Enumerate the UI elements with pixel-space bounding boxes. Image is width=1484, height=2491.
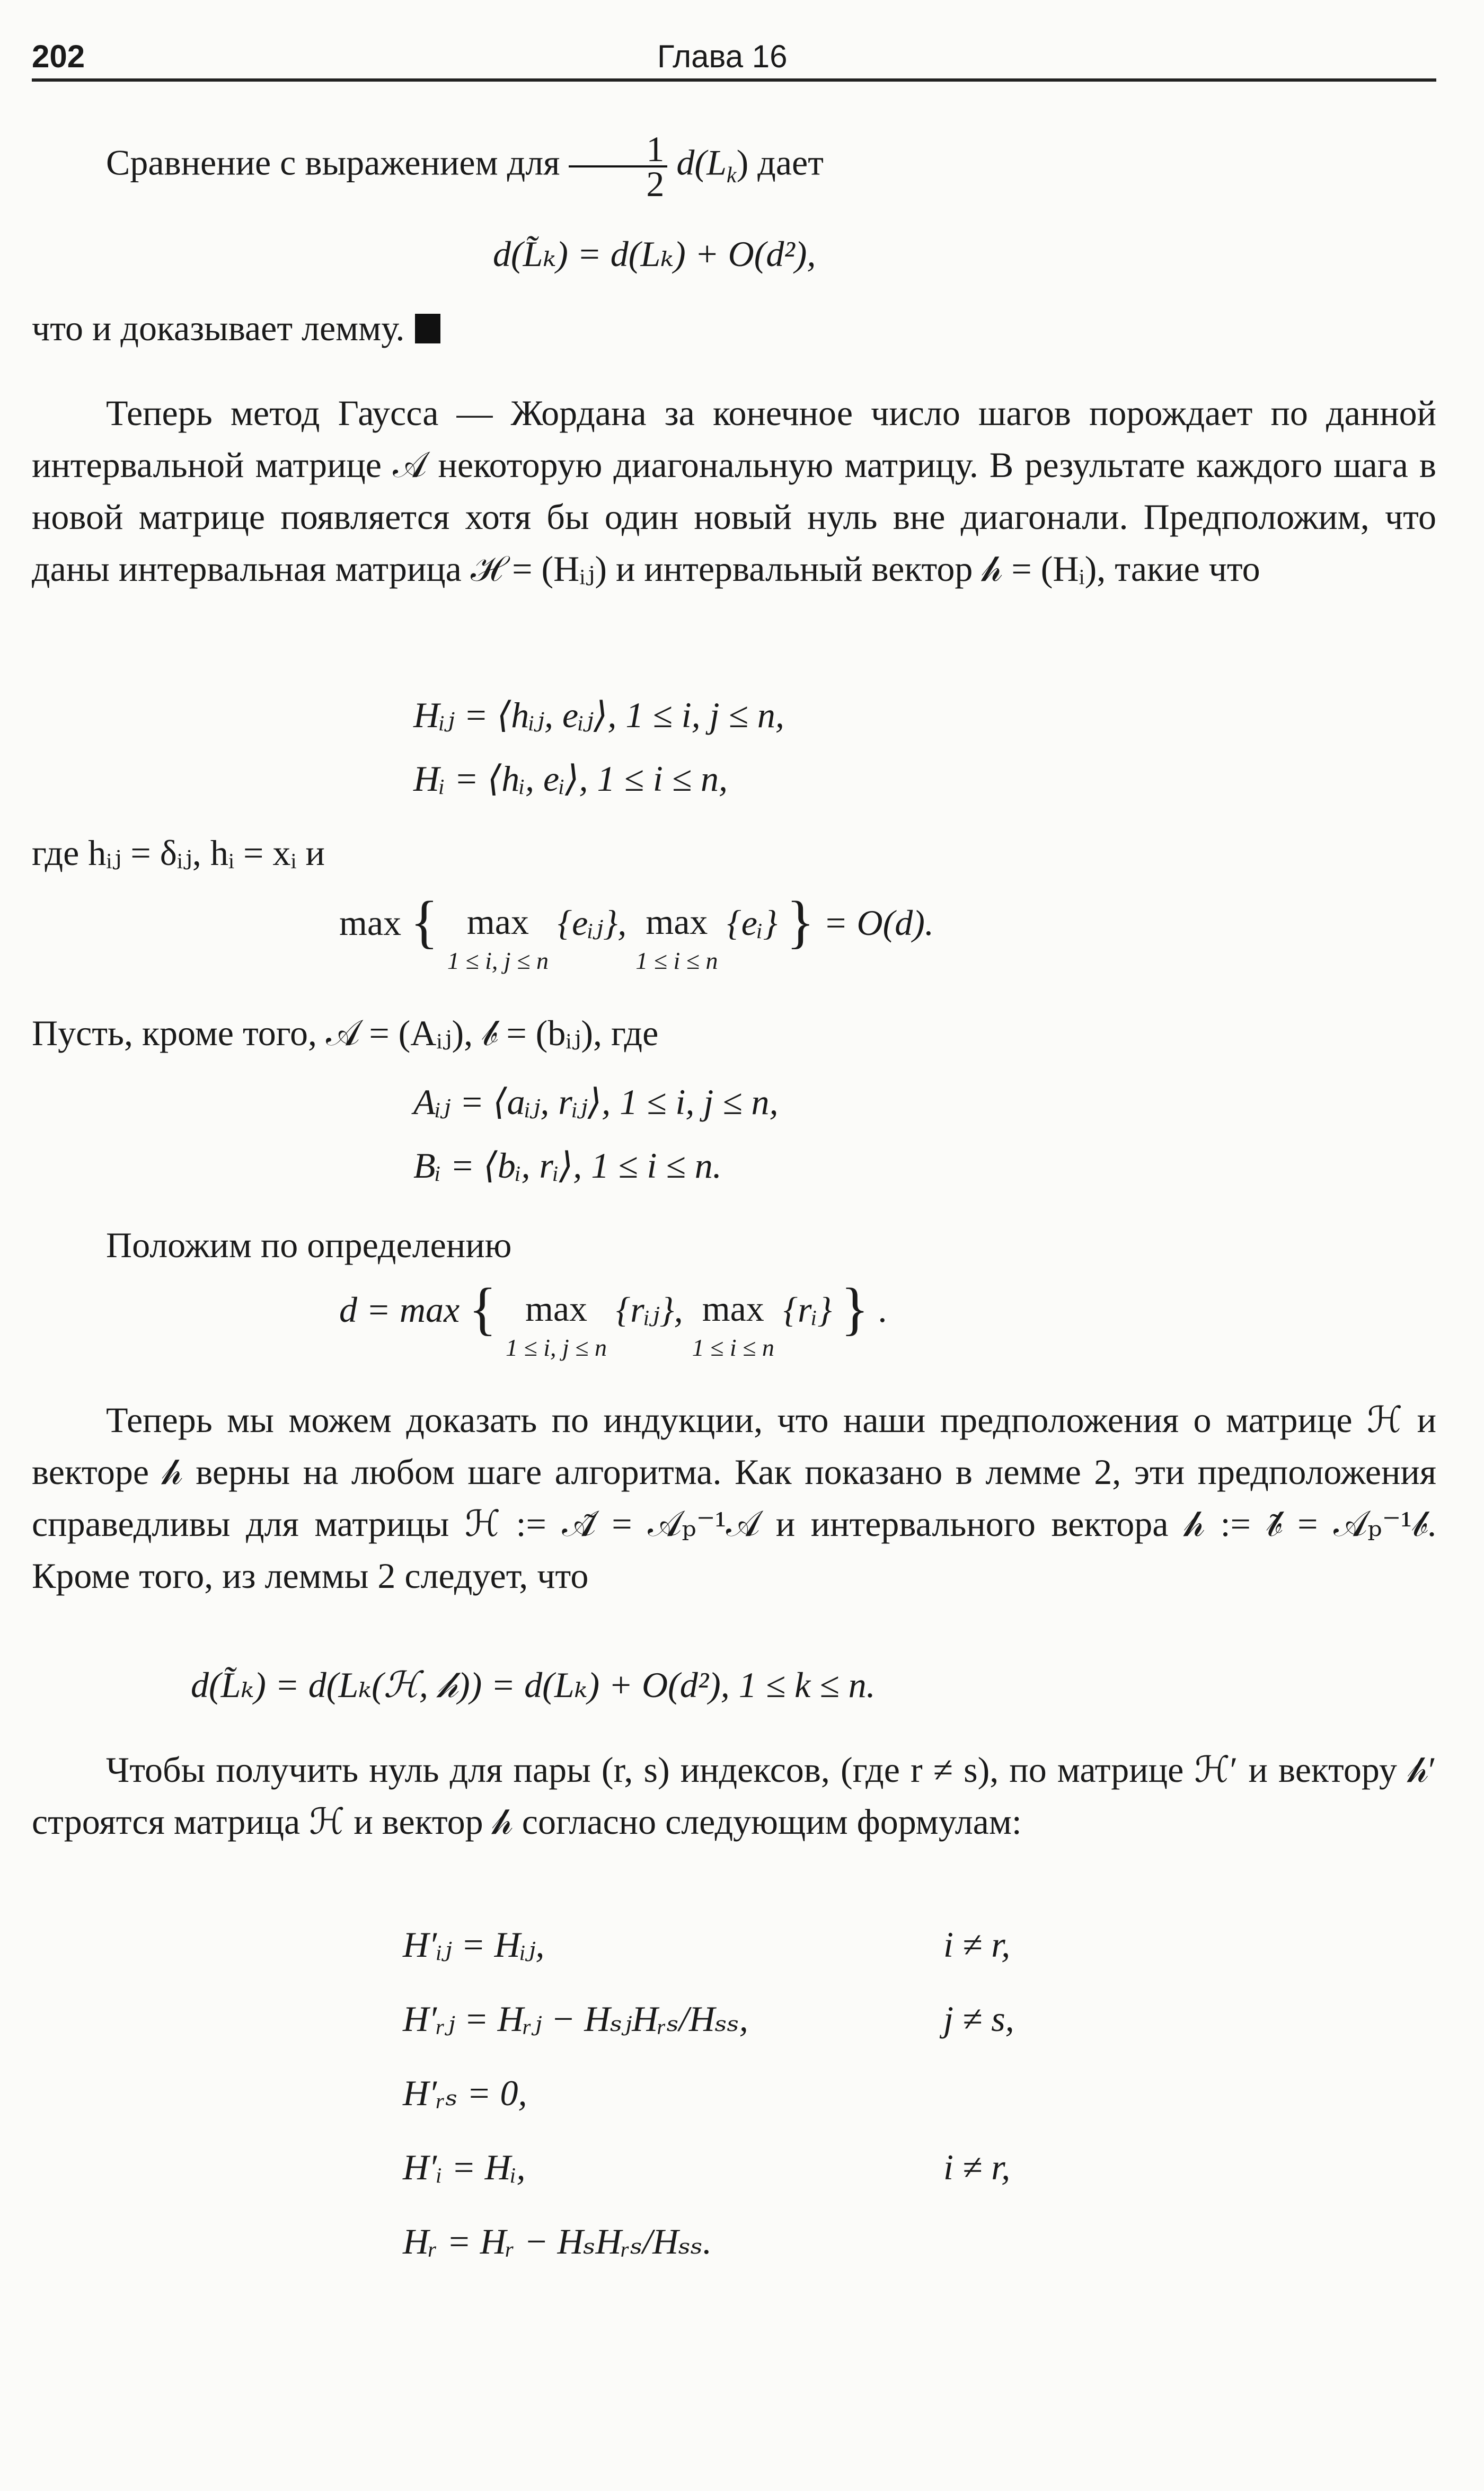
text-proves-lemma: что и доказывает лемму. [32,308,405,348]
eq7-rij: {rᵢⱼ}, [616,1289,683,1330]
text-comparison: Сравнение с выражением для [106,142,560,183]
eq7-end: . [878,1289,887,1330]
eq4-eij: {eᵢⱼ}, [557,903,627,943]
equation-5: Aᵢⱼ = ⟨aᵢⱼ, rᵢⱼ⟩, 1 ≤ i, j ≤ n, [413,1082,779,1122]
formula-1-right: i ≠ r, [943,1924,1011,1965]
paragraph-define: Положим по определению [106,1225,512,1265]
formula-4-right: i ≠ r, [943,2147,1011,2187]
expr-d-lk: d(L [676,142,727,183]
eq4-ei: {eᵢ} [727,903,778,943]
fraction-numerator: 1 [569,132,667,167]
eq4-max-i-label: max [646,902,708,942]
eq7-max-i [692,1283,774,1361]
eq4-max: max [339,903,402,943]
eq7-max-ij-label: max [525,1288,588,1329]
eq7-max-i-limits: 1 ≤ i ≤ n [692,1334,774,1361]
equation-2: Hᵢⱼ = ⟨hᵢⱼ, eᵢⱼ⟩, 1 ≤ i, j ≤ n, [413,695,784,735]
equation-4 [339,889,934,974]
formula-3-left: H′ᵣₛ = 0, [403,2073,527,2113]
qed-square-icon [415,314,440,343]
right-brace: } [841,1276,869,1341]
formula-4-left: H′ᵢ = Hᵢ, [403,2147,526,2187]
eq7-d-max: d = max [339,1289,460,1330]
equation-7 [339,1276,887,1361]
eq7-max-i-label: max [702,1288,764,1329]
paragraph-where: где hᵢⱼ = δᵢⱼ, hᵢ = xᵢ и [32,833,325,873]
eq7-max-ij-limits: 1 ≤ i, j ≤ n [506,1334,607,1361]
eq4-max-i [635,896,718,974]
eq4-end: = O(d). [823,903,934,943]
paragraph-let: Пусть, кроме того, 𝒜 = (Aᵢⱼ), 𝒷 = (bᵢⱼ), где [32,1013,659,1053]
page-header [32,21,1436,74]
formula-1-left: H′ᵢⱼ = Hᵢⱼ, [403,1924,545,1965]
equation-3: Hᵢ = ⟨hᵢ, eᵢ⟩, 1 ≤ i ≤ n, [413,758,728,799]
fraction-one-half [569,129,667,204]
page-number: 202 [32,39,85,74]
paragraph-proves-lemma [32,302,1436,354]
formula-2-right: j ≠ s, [943,1999,1014,2039]
text-gives: ) дает [736,142,824,183]
eq4-max-ij-limits: 1 ≤ i, j ≤ n [447,947,549,974]
equation-6: Bᵢ = ⟨bᵢ, rᵢ⟩, 1 ≤ i ≤ n. [413,1145,722,1186]
equation-8: d(L̃ₖ) = d(Lₖ(ℋ, 𝒽)) = d(Lₖ) + O(d²), 1 ≤ k ≤ n. [191,1665,876,1705]
expr-subscript: k [726,163,737,188]
header-rule [32,78,1436,82]
paragraph-comparison [32,129,1436,204]
paragraph-induction: Теперь мы можем доказать по индукции, что наши предположения о матрице ℋ и векторе 𝒽 верны на любом шаге алгоритма. Как показано в лемме 2, эти предположения справедливы для матрицы ℋ := 𝒜̃ = 𝒜ₚ⁻¹𝒜 и интервального вектора 𝒽 := 𝒷̃ = 𝒜ₚ⁻¹𝒷. Кроме того, из леммы 2 следует, что [32,1400,1436,1596]
eq4-max-i-limits: 1 ≤ i ≤ n [635,947,718,974]
eq4-max-ij [447,896,549,974]
formula-2-left: H′ᵣⱼ = Hᵣⱼ − HₛⱼHᵣₛ/Hₛₛ, [403,1999,748,2039]
eq7-max-ij [506,1283,607,1361]
left-brace: { [410,889,438,954]
formula-5-left: Hᵣ = Hᵣ − HₛHᵣₛ/Hₛₛ. [403,2221,712,2262]
chapter-title: Глава 16 [657,39,788,74]
right-brace: } [786,889,815,954]
fraction-denominator: 2 [646,164,665,204]
left-brace: { [469,1276,497,1341]
eq7-ri: {rᵢ} [783,1289,832,1330]
paragraph-gauss-jordan: Теперь метод Гаусса — Жордана за конечное число шагов порождает по данной интервальной матрице 𝒜 некоторую диагональную матрицу. В результате каждого шага в новой матрице появляется хотя бы один новый нуль вне диагонали. Предположим, что даны интервальная матрица ℋ = (Hᵢⱼ) и интервальный вектор 𝒽 = (Hᵢ), такие что [32,393,1436,589]
eq4-max-ij-label: max [466,902,529,942]
paragraph-zero-pair: Чтобы получить нуль для пары (r, s) индексов, (где r ≠ s), по матрице ℋ′ и вектору 𝒽′ строятся матрица ℋ и вектор 𝒽 согласно следующим формулам: [32,1750,1436,1842]
equation-1: d(L̃ₖ) = d(Lₖ) + O(d²), [493,234,816,274]
